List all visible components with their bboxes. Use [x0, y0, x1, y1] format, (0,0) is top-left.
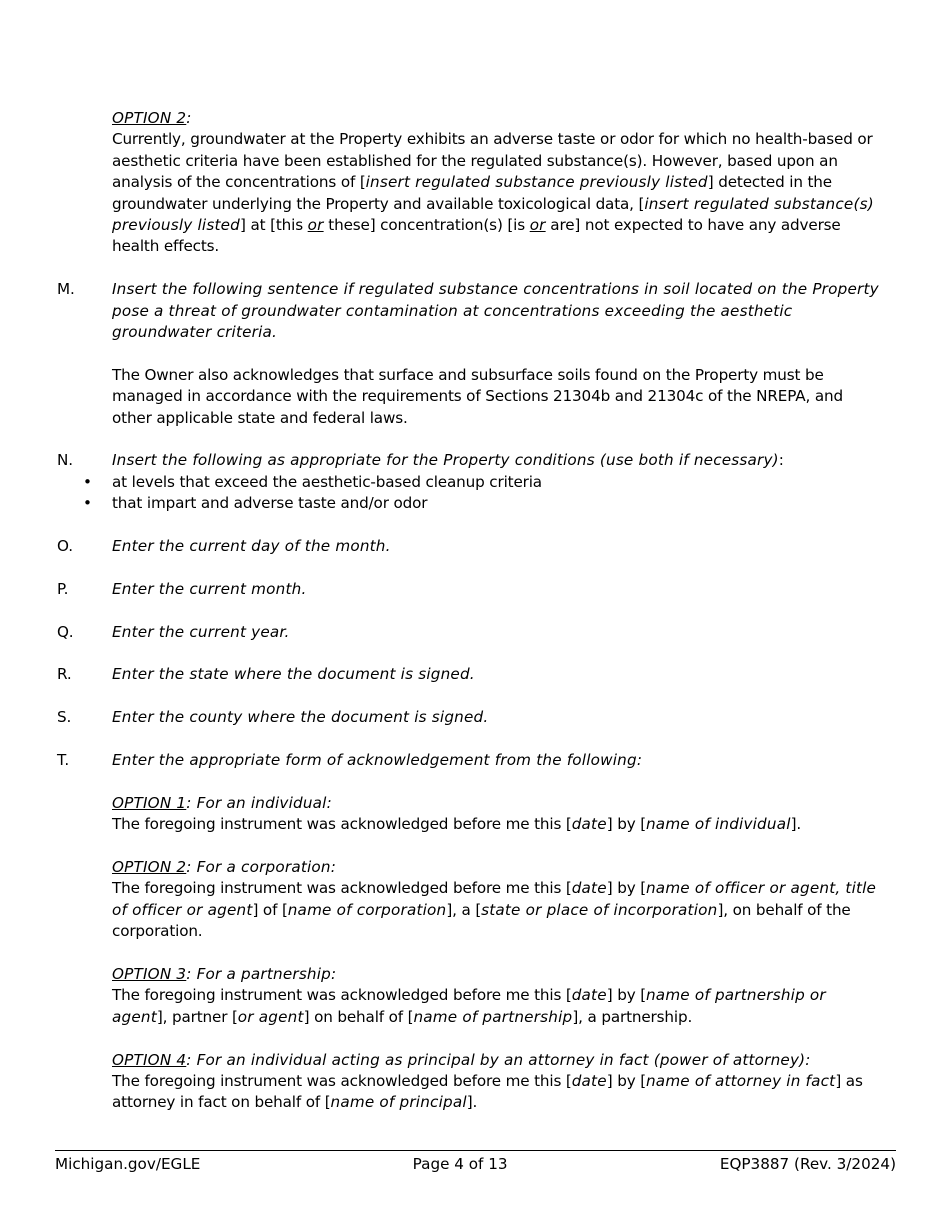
item-letter: O.: [57, 537, 73, 556]
item-s: [57, 707, 879, 728]
list-item: • that impart and adverse taste and/or odor: [57, 493, 879, 514]
footer-website: Michigan.gov/EGLE: [55, 1155, 201, 1173]
item-n-instruction: Insert the following as appropriate for the Property conditions (use both if necessary):: [112, 451, 784, 470]
ack-option-2: [112, 857, 879, 943]
item-letter: M.: [57, 280, 75, 299]
item-m-instruction: Insert the following sentence if regulated substance concentrations in soil located on the Property pose a threat of groundwater contamination at concentrations exceeding the aesthetic groundwater criteria.: [112, 280, 879, 342]
item-r-text: Enter the state where the document is signed.: [112, 665, 475, 684]
item-letter: N.: [57, 451, 73, 470]
item-letter: T.: [57, 751, 70, 770]
item-letter: R.: [57, 665, 72, 684]
item-q: [57, 622, 879, 643]
item-letter: S.: [57, 708, 72, 727]
page-footer: [55, 1150, 896, 1175]
item-t-text: Enter the appropriate form of acknowledgement from the following:: [112, 751, 643, 770]
ack-option-3-heading: OPTION 3: For a partnership:: [112, 965, 337, 984]
item-o: [57, 536, 879, 557]
item-o-text: Enter the current day of the month.: [112, 537, 391, 556]
option-2-heading: OPTION 2:: [112, 109, 192, 127]
ack-option-4: [112, 1050, 879, 1114]
footer-page-number: Page 4 of 13: [412, 1155, 508, 1173]
ack-option-1: [112, 793, 879, 836]
item-letter: P.: [57, 579, 69, 598]
footer-form-number: EQP3887 (Rev. 3/2024): [719, 1155, 896, 1173]
list-item: • at levels that exceed the aesthetic-based cleanup criteria: [57, 472, 879, 493]
item-r: [57, 664, 879, 685]
ack-option-2-heading: OPTION 2: For a corporation:: [112, 858, 337, 877]
option-2-text: Currently, groundwater at the Property exhibits an adverse taste or odor for which no health-based or aesthetic criteria have been established for the regulated substance(s). However, based upon an analysis of the concentrations of [insert regulated substance previously listed] detected in the groundwater underlying the Property and available toxicological data, [insert regulated substance(s) previously listed] at [this or these] concentration(s) [is or are] not expected to have any adverse health effects.: [112, 130, 874, 256]
item-m-text: The Owner also acknowledges that surface and subsurface soils found on the Property must be managed in accordance with the requirements of Sections 21304b and 21304c of the NREPA, and other applicable state and federal laws.: [112, 365, 843, 427]
ack-option-3-text: The foregoing instrument was acknowledged before me this [date] by [name of partnership or agent], partner [or agent] on behalf of [name of partnership], a partnership.: [112, 986, 826, 1026]
ack-option-4-heading: OPTION 4: For an individual acting as principal by an attorney in fact (power of attorney):: [112, 1050, 811, 1069]
ack-option-1-heading: OPTION 1: For an individual:: [112, 793, 332, 812]
ack-option-2-text: The foregoing instrument was acknowledged before me this [date] by [name of officer or agent, title of officer or agent] of [name of corporation], a [state or place of incorporation], on behalf of the corporation.: [112, 879, 877, 941]
ack-option-1-text: The foregoing instrument was acknowledged before me this [date] by [name of individual].: [112, 815, 802, 834]
option-2-block: [112, 108, 879, 258]
item-p-text: Enter the current month.: [112, 579, 307, 598]
item-m: [57, 279, 879, 429]
ack-option-3: [112, 964, 879, 1028]
item-q-text: Enter the current year.: [112, 622, 290, 641]
item-n-bullet-list: [57, 472, 879, 515]
item-t: [57, 750, 879, 771]
item-s-text: Enter the county where the document is signed.: [112, 708, 489, 727]
document-content: [57, 108, 879, 1114]
ack-option-4-text: The foregoing instrument was acknowledged before me this [date] by [name of attorney in fact] as attorney in fact on behalf of [name of principal].: [112, 1072, 863, 1112]
item-letter: Q.: [57, 622, 74, 641]
item-p: [57, 579, 879, 600]
item-n: [57, 450, 879, 471]
